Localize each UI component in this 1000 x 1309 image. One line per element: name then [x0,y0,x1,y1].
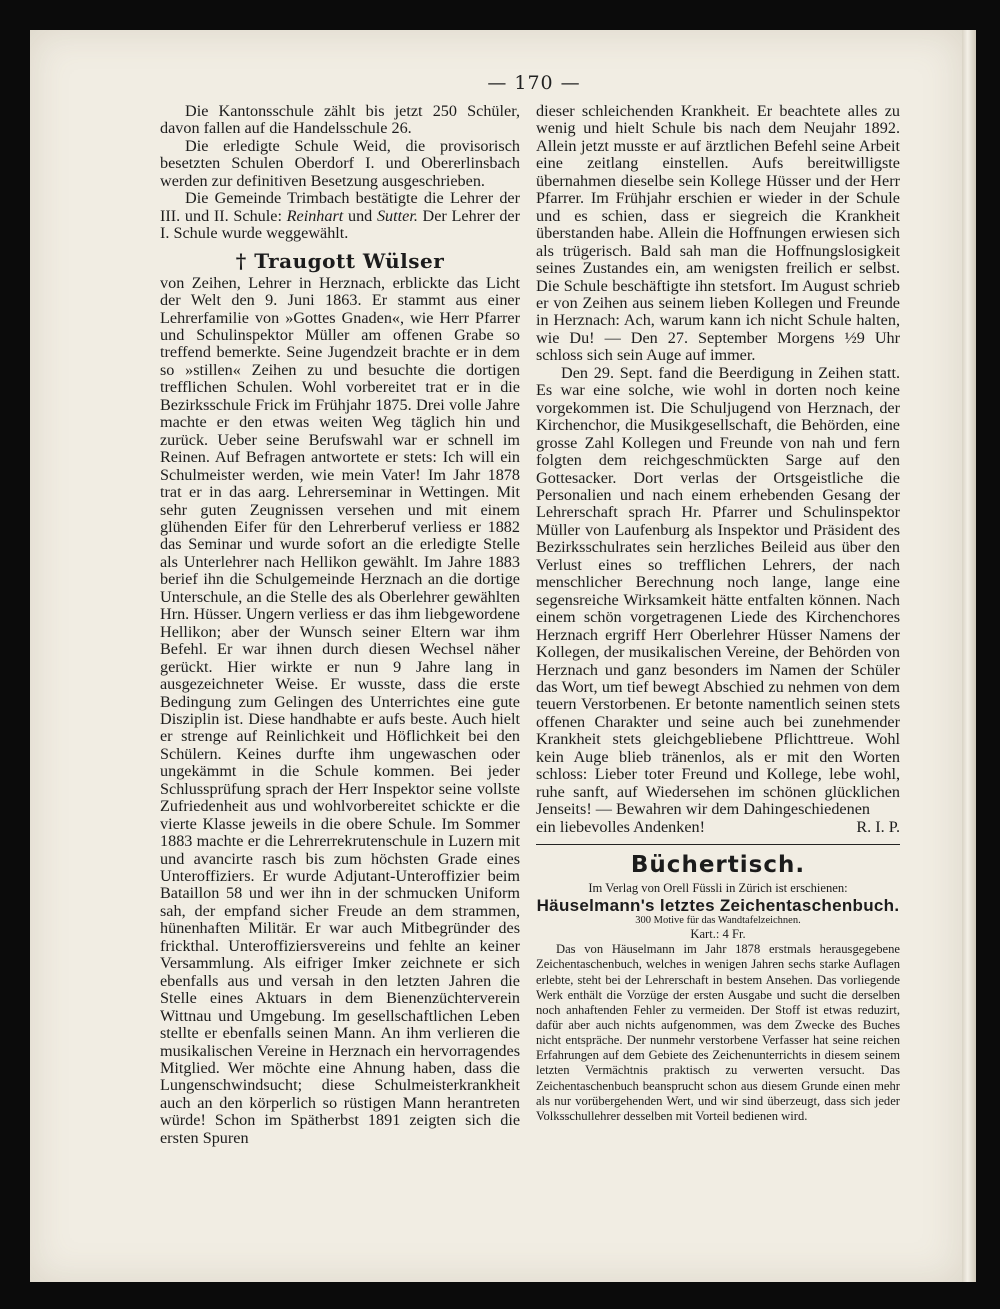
book-review-text: Das von Häuselmann im Jahr 1878 erstmals herausgegebene Zeichentaschenbuch, welches in wenigen Jahren sechs starke Auflagen erlebte, steht bei der Lehrerschaft in bestem Ansehen. Das vorliegende Werk enthält die Vorzüge der ersten Ausgabe und sucht die derselben noch anhaftenden Fehler zu vermeiden. Der Stoff ist etwas reduzirt, dafür aber auch nichts aufgenommen, was dem Zwecke des Buches nicht entspräche. Der nunmehr verstorbene Verfasser hat seine reichen Erfahrungen auf dem Gebiete des Zeichenunterrichts in diesem seinem letzten Vermächtnis praktisch zu verwerten versucht. Das Zeichentaschenbuch beansprucht schon aus diesem Grunde einen mehr als nur vorübergehenden Wert, und wir sind überzeugt, dass sich jeder Volksschullehrer desselben mit Vorteil bedienen wird. [536,942,900,1123]
obituary-continuation: dieser schleichenden Krankheit. Er beachtete alles zu wenig und hielt Schule bis nach dem Neujahr 1892. Allein jetzt musste er auf ärztlichen Befehl seine Arbeit eine zeitlang einstellen. Aufs bereitwilligste übernahmen dieselbe sein Kollege Hüsser und der Herr Pfarrer. Im Frühjahr erschien er wieder in der Schule und es schien, dass er siegreich die Krankheit überstanden habe. Allein die Hoffnungen erwiesen sich als trügerisch. Bald sah man die Hoffnungslosigkeit seines Zustandes ein, am wenigsten freilich er selbst. Die Schule beschäftigte ihn stetsfort. Im August schrieb er von Zeihen aus seinem lieben Kollegen und Freunde in Herznach: Ach, warum kann ich nicht Schule halten, wie Du! — Den 27. September Morgens ½9 Uhr schloss sich sein Auge auf immer. [536,102,900,365]
trimbach-paragraph [160,190,520,242]
book-price: Kart.: 4 Fr. [690,927,746,942]
teacher-name-sutter: Sutter. [376,206,418,225]
obituary-closing-line [536,819,900,836]
closing-text: ein liebevolles Andenken! [536,817,706,836]
weid-paragraph: Die erledigte Schule Weid, die provisorisch besetzten Schulen Oberdorf I. und Obererlinsbach werden zur definitiven Besetzung ausgeschrieben. [160,136,520,190]
funeral-paragraph: Den 29. Sept. fand die Beerdigung in Zeihen statt. Es war eine solche, wie wohl in dorten noch keine vorgekommen ist. Die Schuljugend von Herznach, der Kirchenchor, die Musikgesellschaft, die Behörden, eine grosse Zahl Kollegen und Freunde von nah und fern folgten dem reichgeschmückten Sarge auf den Gottesacker. Dort verlas der Ortsgeistliche die Personalien und nach einem erhebenden Gesang der Lehrerschaft sprach Hr. Pfarrer und Schulinspektor Müller von Laufenburg als Inspektor und Präsident des Bezirksschulrates sein herzliches Beileid aus über den Verlust eines so trefflichen Lehrers, der nach menschlicher Berechnung noch lange, lange eine segensreiche Wirksamkeit hätte entfalten können. Nach einem schön vorgetragenen Liede des Kirchenchores Herznach ergriff Herr Oberlehrer Hüsser Namens der Kollegen, der musikalischen Vereine, der Behörden von Herznach und ganz besonders im Namen der Schüler das Wort, um tief bewegt Abschied zu nehmen von dem teuern Verstorbenen. Er betonte namentlich seinen stets offenen Charakter und seine auch bei zunehmender Krankheit stets gleichgebliebene Pflichttreue. Wohl kein Auge blieb tränenlos, als er mit den Worten schloss: Lieber toter Freund und Kollege, lebe wohl, ruhe sanft, auf Wiedersehen im schönen glücklichen Jenseits! — Bewahren wir dem Dahingeschiedenen [536,363,900,819]
trimbach-text-mid: und [343,206,377,225]
right-column [536,103,900,1124]
book-title: Häuselmann's letztes Zeichentaschenbuch. [536,896,900,916]
book-subtitle: 300 Motive für das Wandtafelzeichnen. [635,915,801,927]
publisher-line: Im Verlag von Orell Füssli in Zürich ist erschienen: [588,881,848,896]
obituary-paragraph: von Zeihen, Lehrer in Herznach, erblickte das Licht der Welt den 9. Juni 1863. Er stammt aus einer Lehrerfamilie von »Gottes Gnaden«, wie Herr Pfarrer und Schulinspektor Müller am offenen Grabe so treffend bemerkte. Seine Jugendzeit brachte er in dem so »stillen« Zeihen zu und besuchte die dortigen trefflichen Schulen. Wohl vorbereitet trat er in die Bezirksschule Frick im Frühjahr 1875. Drei volle Jahre machte er den etwas weiten Weg täglich hin und zurück. Ueber seine Berufswahl war er schnell im Reinen. Auf Befragen antwortete er stets: Ich will ein Schulmeister werden, wie mein Vater! Im Jahr 1878 trat er in das aarg. Lehrerseminar in Wettingen. Mit sehr guten Zeugnissen versehen und mit einem glühenden Eifer für den Lehrerberuf verliess er 1882 das Seminar und wurde sofort an die erledigte Stelle als Unterlehrer nach Hellikon gewählt. Im Jahre 1883 berief ihn die Schulgemeinde Herznach an die dortige Unterschule, an die Stelle des als Oberlehrer gewählten Hrn. Hüsser. Ungern verliess er das ihm liebgewordene Hellikon; aber der Wunsch seiner Eltern war ihm Befehl. Er war ihnen durch diesen Wechsel näher gerückt. Hier wirkte er nun 9 Jahre lang in ausgezeichneter Weise. Er wusste, dass die erste Bedingung zum Gelingen des Unterrichtes eine gute Disziplin ist. Diese handhabte er aufs beste. Auch hielt er strenge auf Reinlichkeit und Höflichkeit bei den Schülern. Keines durfte ihm ungewaschen oder ungekämmt in die Schule kommen. Bei jeder Schlussprüfung sprach der Herr Inspektor seine vollste Zufriedenheit aus und wohlvorbereitet schickte er die vierte Klasse jeweils in die obere Schule. Im Sommer 1883 machte er die Lehrerrekrutenschule in Luzern mit und avancirte rasch bis zum höchsten Grade eines Unteroffiziers. Er wurde Adjutant-Unteroffizier beim Bataillon 58 und wer ihn in der schmucken Uniform sah, der empfand sicher Freude an dem strammen, hünenhaften Militär. Er war auch Mitbegründer des frickthal. Unteroffiziersvereins und fehlte an keiner Versammlung. Als eifriger Imker zeichnete er sich ebenfalls aus und versah in den letzten Jahren die Stelle eines Aktuars in dem Bienenzüchterverein Wittnau und Umgebung. Im gesellschaftlichen Leben stellte er ebenfalls seinen Mann. An ihm verlieren die musikalischen Vereine in Herznach ein hervorragendes Mitglied. Wer möchte eine Ahnung haben, dass die Lungenschwindsucht; diese Schulmeisterkrankheit auch an den körperlich so rüstigen Mann herantreten würde! Schon im Spätherbst 1891 zeigten sich die ersten Spuren [160,273,520,1147]
teacher-name-reinhart: Reinhart [286,206,344,225]
section-divider [536,844,900,845]
trimbach-text-pre: Die Gemeinde Trimbach bestätigte die Lehrer der III. und II. Schule: [160,189,520,225]
left-column [160,103,520,1147]
book-review [536,942,900,1124]
kantonsschule-paragraph: Die Kantonsschule zählt bis jetzt 250 Schüler, davon fallen auf die Handelsschule 26. [160,102,520,138]
facing-page-edge [962,30,976,1282]
obituary-heading: † Traugott Wülser [235,248,445,273]
trimbach-text-post: Der Lehrer der I. Schule wurde weggewählt. [160,206,520,243]
rip-signoff: R. I. P. [856,817,900,836]
page-number: — 170 — [487,72,581,94]
books-heading: Büchertisch. [630,852,806,879]
